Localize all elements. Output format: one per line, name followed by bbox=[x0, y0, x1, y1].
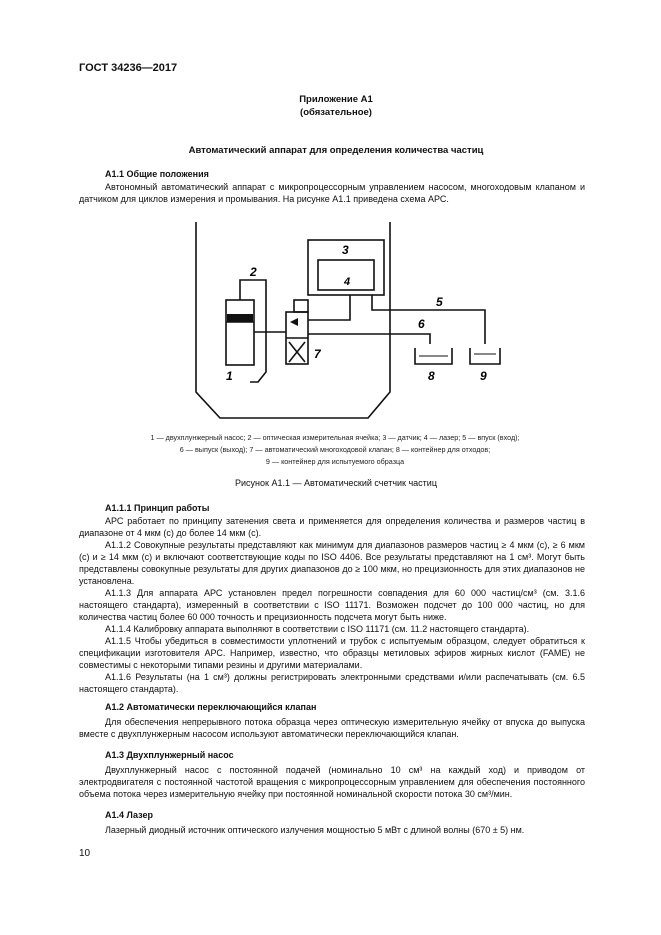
page-number: 10 bbox=[79, 848, 91, 859]
heading-a1-3: А1.3 Двухплунжерный насос bbox=[105, 750, 234, 760]
heading-a1-1: А1.1 Общие положения bbox=[105, 169, 209, 179]
paragraph-a1-1-4: А1.1.4 Калибровку аппарата выполняют в соответствии с ISO 11171 (см. 11.2 настоящего стандарта). bbox=[105, 624, 530, 634]
section-title: Автоматический аппарат для определения количества частиц bbox=[188, 145, 484, 156]
paragraph-a1-1-6: А1.1.6 Результаты (на 1 см³) должны регистрировать электронными средствами и/или распечатывать (см. 6.5 настоящего стандарта). bbox=[79, 672, 585, 694]
inlet-connection bbox=[308, 295, 350, 320]
figure-caption: Рисунок А1.1 — Автоматический счетчик частиц bbox=[235, 478, 437, 488]
label-1: 1 bbox=[226, 369, 233, 383]
sample-container bbox=[470, 348, 500, 364]
annex-title: Приложение А1 bbox=[299, 94, 373, 105]
document-id: ГОСТ 34236—2017 bbox=[79, 62, 178, 74]
paragraph-a1-3: Двухплунжерный насос с постоянной подачей (номинально 10 см³ на каждый ход) и приводом от электродвигателя с постоянной частотой вращения с микропроцессорным управлением для обеспечения постоянного объема потока через измерительную ячейку при постоянной номинальной скорости потока 30 см³/мин. bbox=[79, 765, 585, 799]
label-6: 6 bbox=[418, 317, 425, 331]
paragraph-a1-1-2: А1.1.2 Совокупные результаты представляют как минимум для диапазонов размеров частиц ≥ 4 мкм (с), ≥ 6 мкм (с) и ≥ 14 мкм (с) и включают соответствующие коды по ISO 4406. Все результаты представляют на 1 см³. Могут быть представлены совокупные результаты для других диапазонов до ≥ 100 мкм, но прецизионность для этих диапазонов не установлена. bbox=[79, 540, 585, 586]
label-9: 9 bbox=[480, 369, 487, 383]
apc-schematic-diagram bbox=[190, 222, 520, 422]
valve-actuator bbox=[294, 300, 308, 312]
annex-status: (обязательное) bbox=[300, 107, 372, 118]
paragraph-a1-1: Автономный автоматический аппарат с микропроцессорным управлением насосом, многоходовым клапаном и датчиком для циклов измерения и промывания. На рисунке А1.1 приведена схема АРС. bbox=[79, 182, 585, 204]
label-2: 2 bbox=[250, 265, 257, 279]
inlet-line bbox=[372, 295, 485, 344]
label-4: 4 bbox=[344, 276, 351, 288]
heading-a1-2: А1.2 Автоматически переключающийся клапан bbox=[105, 702, 317, 712]
paragraph-a1-4: Лазерный диодный источник оптического излучения мощностью 5 мВт с длиной волны (670 ± 5) нм. bbox=[105, 825, 525, 835]
heading-a1-4: А1.4 Лазер bbox=[105, 810, 154, 820]
figure-legend-line-2: 6 — выпуск (выход); 7 — автоматический многоходовой клапан; 8 — контейнер для отходов; bbox=[179, 445, 491, 454]
figure-legend-line-1: 1 — двухплунжерный насос; 2 — оптическая измерительная ячейка; 3 — датчик; 4 — лазер; 5 — впуск (вход); bbox=[150, 433, 520, 442]
label-7: 7 bbox=[314, 347, 321, 361]
figure-legend-line-3: 9 — контейнер для испытуемого образца bbox=[265, 457, 405, 466]
pump-body bbox=[226, 300, 254, 365]
paragraph-a1-2: Для обеспечения непрерывного потока образца через оптическую измерительную ячейку от впуска до выпуска вместе с двухплунжерным насосом используют автоматически переключающийся клапан. bbox=[79, 717, 585, 739]
outlet-line bbox=[308, 334, 430, 344]
label-3: 3 bbox=[342, 243, 349, 257]
housing-outline bbox=[196, 222, 390, 418]
tube-loop bbox=[240, 280, 266, 382]
paragraph-a1-1-1: АРС работает по принципу затенения света и применяется для определения количества и размеров частиц в диапазоне от 4 мкм (с) до более 14 мкм (с). bbox=[79, 516, 585, 538]
paragraph-a1-1-3: А1.1.3 Для аппарата АРС установлен предел погрешности совпадения для 60 000 частиц/см³ (см. 3.1.6 настоящего стандарта), измеренный в соответствии с ISO 11171. Возможен подсчет до 100 000 частиц, но для количества частиц более 60 000 точность и прецизионность подсчета могут быть ниже. bbox=[79, 588, 585, 622]
label-8: 8 bbox=[428, 369, 435, 383]
paragraph-a1-1-5: А1.1.5 Чтобы убедиться в совместимости уплотнений и трубок с испытуемым образцом, следует обратиться к спецификации изготовителя АРС. Например, известно, что образцы метиловых эфиров жирных кислот (FAME) не совместимы с некоторыми типами резины и другими материалами. bbox=[79, 636, 585, 670]
label-5: 5 bbox=[436, 295, 443, 309]
heading-a1-1-1: А1.1.1 Принцип работы bbox=[105, 503, 210, 513]
